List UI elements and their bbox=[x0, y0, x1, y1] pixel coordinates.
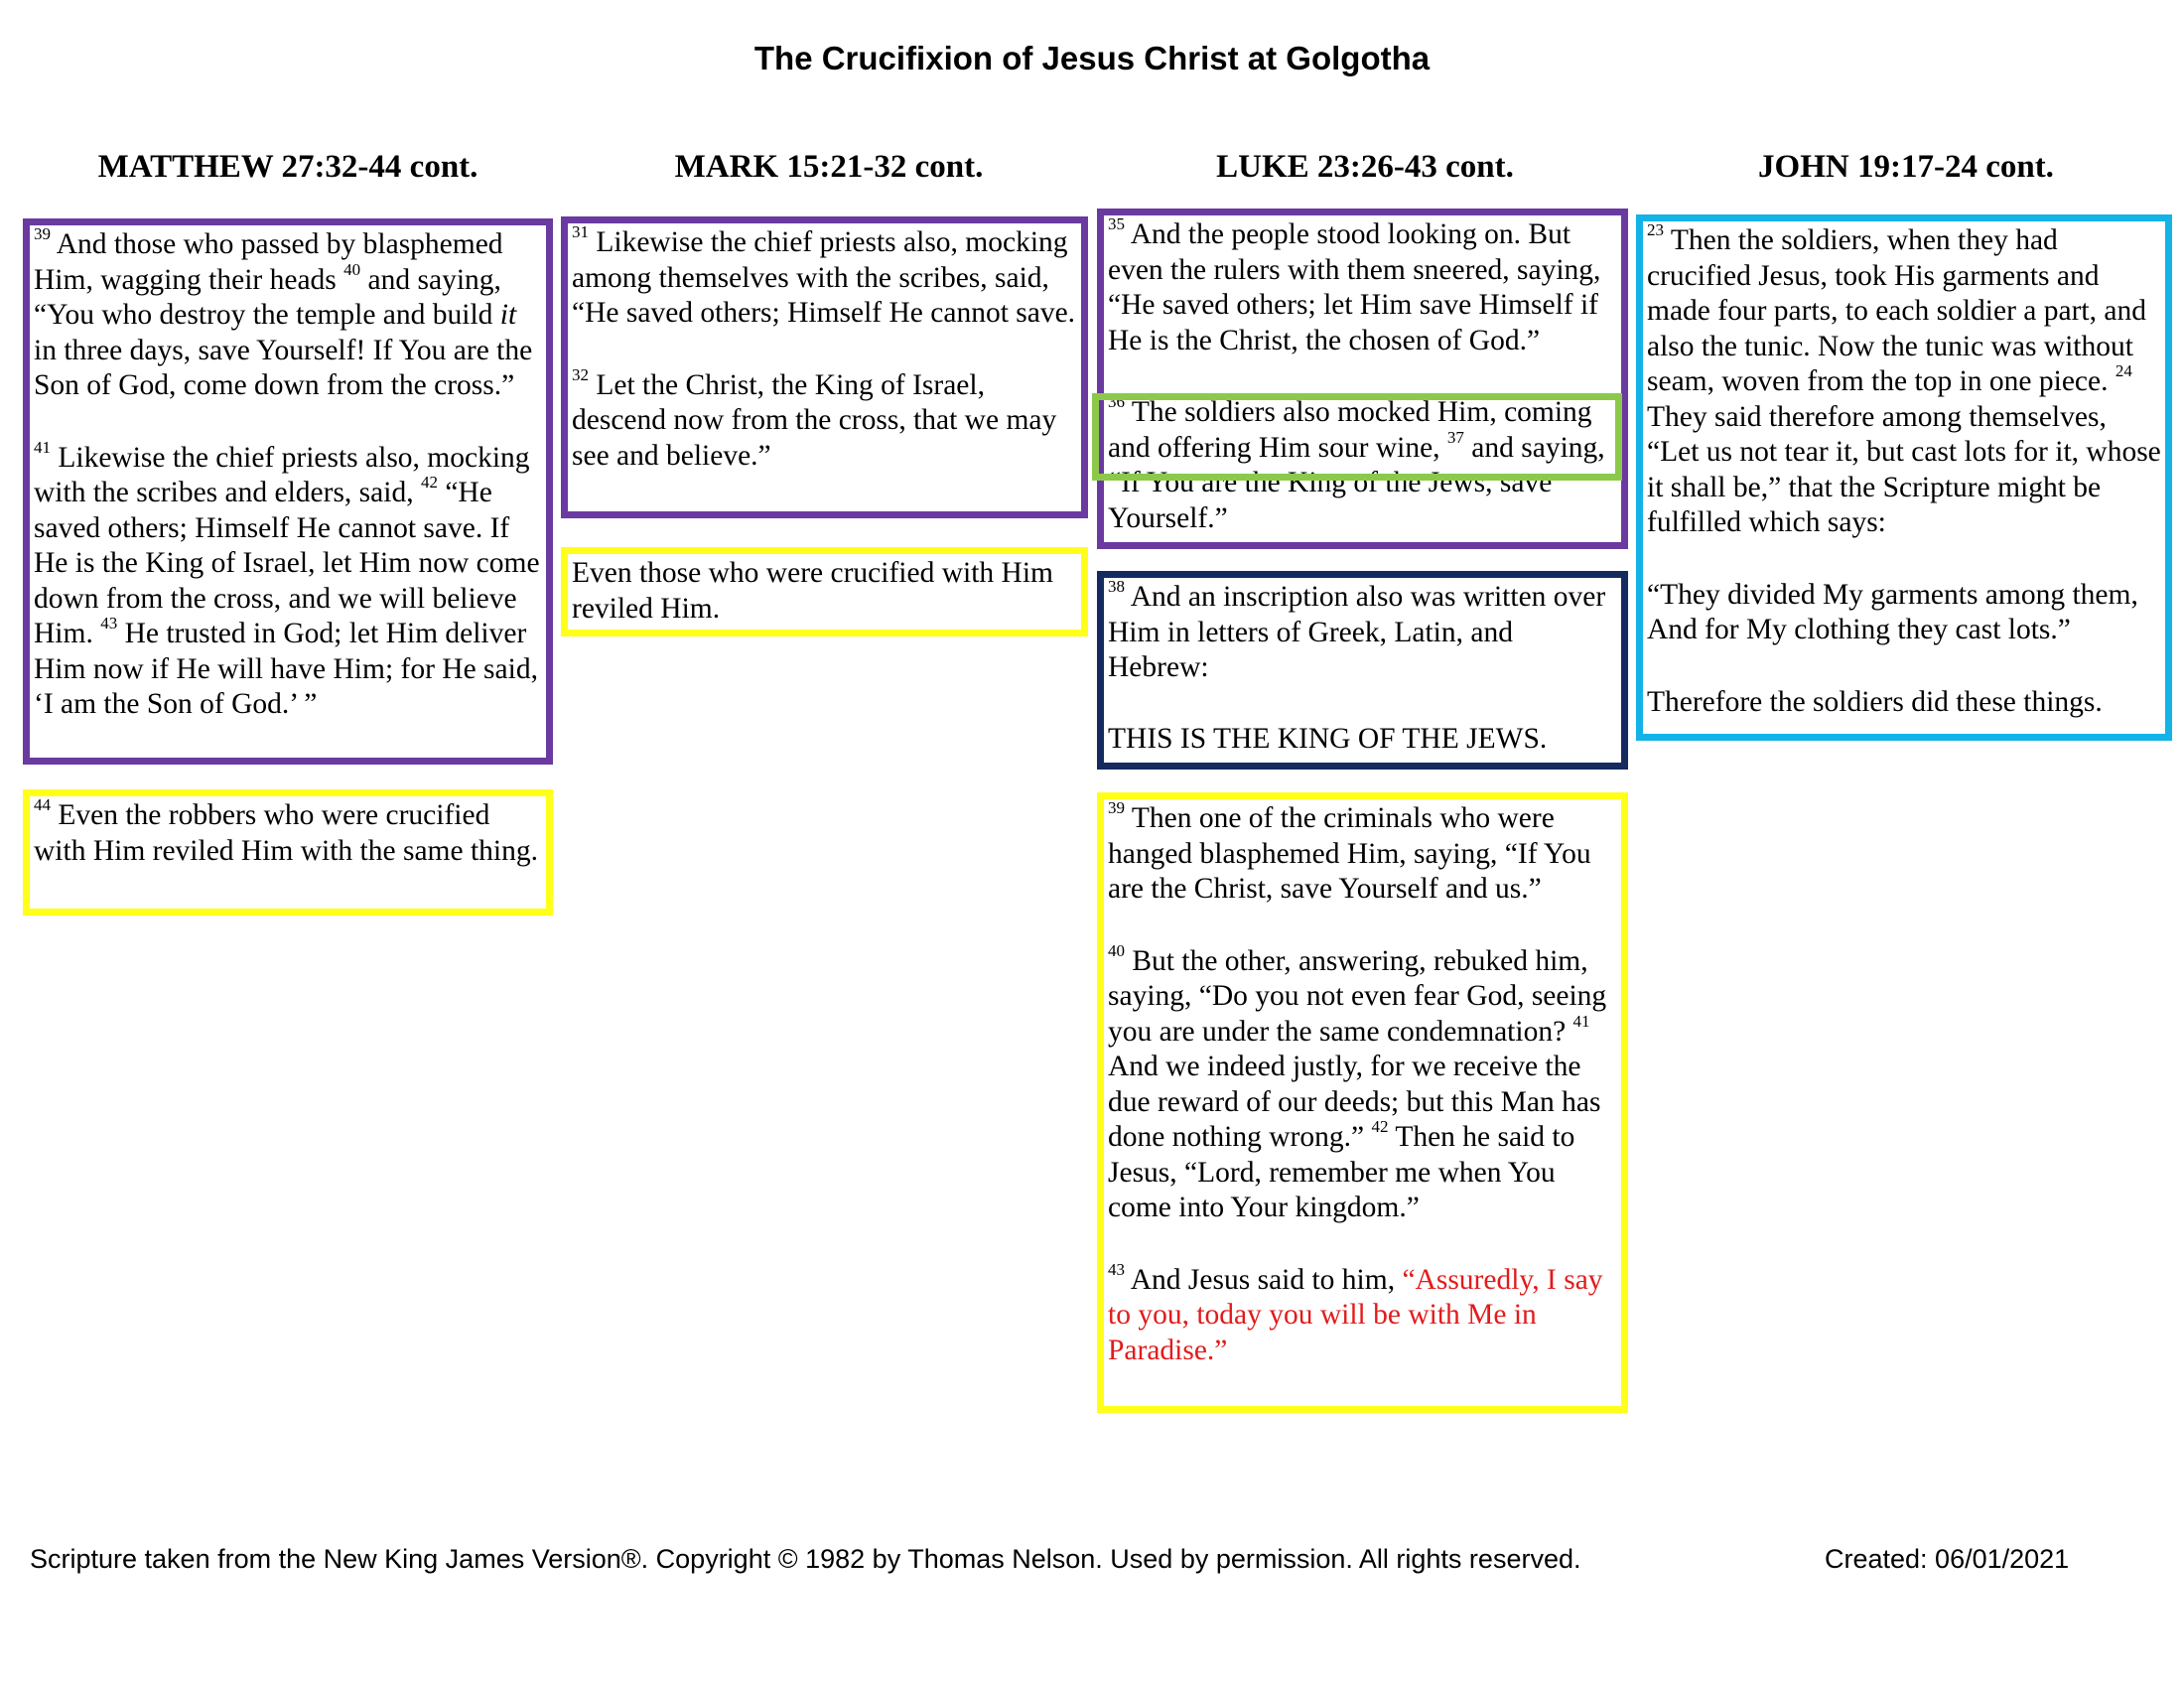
verse-text: And Jesus said to him, bbox=[1130, 1263, 1396, 1296]
verse-text: Likewise the chief priests also, mocking with the scribes and elders, said, bbox=[34, 441, 530, 508]
copyright-notice: Scripture taken from the New King James Version®. Copyright © 1982 by Thomas Nelson. Used by permission. All rights reserved. bbox=[30, 1544, 1581, 1574]
mark-paragraph-reviled: Even those who were crucified with Him reviled Him. bbox=[572, 557, 1053, 625]
luke-paragraph-39 bbox=[1108, 798, 1617, 908]
italic-word: it bbox=[499, 299, 517, 331]
verse-number: 43 bbox=[1108, 1259, 1125, 1279]
verse-text: Even the robbers who were crucified with Him reviled Him with the same thing. bbox=[34, 799, 538, 867]
verse-number: 37 bbox=[1446, 427, 1464, 447]
verse-text: He trusted in God; let Him deliver Him now if He will have Him; for He said, ‘I am the Son of God.’ ” bbox=[34, 618, 538, 720]
column-heading-john: JOHN 19:17-24 cont. bbox=[1758, 149, 2054, 185]
mark-crucified-box bbox=[561, 547, 1088, 636]
verse-number: 23 bbox=[1647, 220, 1664, 239]
verse-text: And the people stood looking on. But even the rulers with them sneered, saying, “He saved others; let Him save Himself if He is the Christ, the chosen of God.” bbox=[1108, 218, 1601, 356]
john-passage-box bbox=[1636, 214, 2172, 741]
words-of-jesus-red: “Assuredly, I say to you, today you will be with Me in Paradise.” bbox=[1108, 1263, 1603, 1366]
luke-paragraph-38 bbox=[1108, 577, 1617, 686]
verse-number: 41 bbox=[1572, 1011, 1590, 1031]
verse-number: 39 bbox=[1108, 798, 1125, 817]
luke-paragraph-43 bbox=[1108, 1259, 1617, 1369]
verse-number: 41 bbox=[34, 437, 51, 457]
verse-number: 36 bbox=[1108, 392, 1125, 411]
verse-text: Likewise the chief priests also, mocking among themselves with the scribes, said, “He saved others; Himself He cannot save. bbox=[572, 226, 1076, 329]
verse-text: Then one of the criminals who were hanged blasphemed Him, saying, “If You are the Christ, save Yourself and us.” bbox=[1108, 802, 1591, 905]
verse-number: 40 bbox=[343, 259, 361, 279]
luke-paragraph-36-37 bbox=[1108, 392, 1617, 536]
column-heading-matthew: MATTHEW 27:32-44 cont. bbox=[97, 149, 478, 185]
matthew-passage-box bbox=[23, 218, 553, 765]
verse-number: 35 bbox=[1108, 214, 1125, 233]
luke-inscription-text: THIS IS THE KING OF THE JEWS. bbox=[1108, 722, 1548, 755]
matthew-paragraph-41-43 bbox=[34, 437, 542, 723]
john-scripture-quote: “They divided My garments among them, And for My clothing they cast lots.” bbox=[1647, 578, 2138, 645]
verse-text: The soldiers also mocked Him, coming and offering Him sour wine, bbox=[1108, 396, 1592, 464]
page-title: The Crucifixion of Jesus Christ at Golgotha bbox=[753, 40, 1431, 76]
luke-paragraph-35 bbox=[1108, 214, 1617, 358]
verse-text: And those who passed by blasphemed Him, wagging their heads bbox=[34, 228, 503, 296]
verse-text: in three days, save Yourself! If You are the Son of God, come down from the cross.” bbox=[34, 334, 533, 401]
column-heading-luke: LUKE 23:26-43 cont. bbox=[1216, 149, 1514, 185]
matthew-robbers-box bbox=[23, 789, 553, 915]
verse-text: They said therefore among themselves, “Let us not tear it, but cast lots for it, whose it shall be,” that the Scripture might be fulfilled which says: bbox=[1647, 400, 2161, 538]
mark-paragraph-32 bbox=[572, 364, 1077, 475]
verse-number: 24 bbox=[2115, 361, 2132, 380]
mark-paragraph-31 bbox=[572, 222, 1077, 332]
verse-text: And we indeed justly, for we receive the due reward of our deeds; but this Man has done nothing wrong.” bbox=[1108, 1051, 1601, 1153]
verse-number: 43 bbox=[100, 614, 118, 633]
verse-number: 42 bbox=[1371, 1117, 1389, 1136]
john-closing-line: Therefore the soldiers did these things. bbox=[1647, 685, 2103, 718]
column-heading-mark: MARK 15:21-32 cont. bbox=[674, 149, 984, 185]
verse-number: 42 bbox=[420, 473, 438, 492]
verse-text: Then he said to Jesus, “Lord, remember me when You come into Your kingdom.” bbox=[1108, 1121, 1575, 1223]
luke-passage-box bbox=[1097, 209, 1628, 549]
verse-number: 44 bbox=[34, 795, 51, 814]
verse-number: 40 bbox=[1108, 940, 1125, 960]
verse-text: and saying, “You who destroy the temple and build bbox=[34, 263, 501, 331]
verse-text: Then the soldiers, when they had crucified Jesus, took His garments and made four parts, to each soldier a part, and also the tunic. Now the tunic was without seam, woven from the top in one piece. bbox=[1647, 224, 2146, 397]
john-paragraph-23-24 bbox=[1647, 220, 2161, 541]
matthew-paragraph-44 bbox=[34, 795, 542, 869]
matthew-paragraph-39-40 bbox=[34, 224, 542, 404]
verse-number: 32 bbox=[572, 364, 589, 384]
verse-text: “He saved others; Himself He cannot save. If He is the King of Israel, let Him now come down from the cross, and we will believe Him. bbox=[34, 477, 540, 649]
verse-text: and saying, “If You are the King of the Jews, save Yourself.” bbox=[1108, 431, 1605, 534]
created-date: Created: 06/01/2021 bbox=[1825, 1544, 2070, 1574]
luke-inscription-box bbox=[1097, 571, 1628, 770]
verse-text: Let the Christ, the King of Israel, descend now from the cross, that we may see and believe.” bbox=[572, 368, 1057, 472]
mark-passage-box bbox=[561, 216, 1088, 518]
verse-text: And an inscription also was written over Him in letters of Greek, Latin, and Hebrew: bbox=[1108, 581, 1606, 683]
verse-text: But the other, answering, rebuked him, saying, “Do you not even fear God, seeing you are under the same condemnation? bbox=[1108, 944, 1607, 1048]
luke-criminals-box bbox=[1097, 792, 1628, 1413]
verse-number: 39 bbox=[34, 224, 51, 243]
verse-number: 31 bbox=[572, 222, 589, 241]
verse-number: 38 bbox=[1108, 577, 1125, 596]
luke-paragraph-40-42 bbox=[1108, 940, 1617, 1226]
